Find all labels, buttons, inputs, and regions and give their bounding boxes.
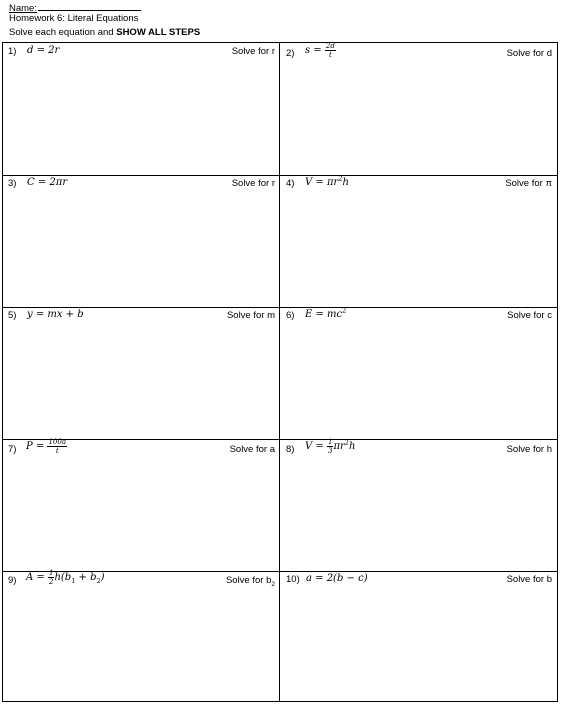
problem-2-number: 2)	[286, 48, 295, 59]
problem-8-equation	[305, 438, 355, 455]
problem-9-plus: + b	[75, 572, 97, 583]
problem-10-equation: a = 2(b − c)	[306, 573, 368, 584]
problem-4-solve-for: Solve for π	[505, 178, 552, 189]
problem-10-number: 10)	[286, 574, 300, 585]
problem-5-equation: y = mx + b	[27, 309, 84, 320]
instructions-text: Solve each equation and	[9, 27, 117, 38]
problem-4-equation	[305, 174, 349, 188]
problem-8-work-area[interactable]	[281, 460, 556, 570]
problem-3-solve-for: Solve for r	[231, 178, 275, 189]
problem-9-number: 9)	[8, 575, 17, 586]
problem-3-equation: C = 2πr	[27, 177, 68, 188]
fraction-denominator: t	[55, 447, 59, 455]
problem-6-number: 6)	[286, 310, 295, 321]
problem-2-equation	[305, 42, 336, 59]
problem-9-equation	[26, 569, 105, 586]
fraction-numerator: 1	[327, 438, 333, 446]
problem-9-solve-for	[226, 575, 275, 586]
instructions-emphasis: SHOW ALL STEPS	[116, 27, 201, 38]
worksheet-title: Homework 6: Literal Equations	[9, 13, 139, 24]
problem-3-work-area[interactable]	[3, 192, 279, 306]
subscript: 2	[96, 577, 101, 585]
problem-4-rhs: h	[342, 177, 349, 188]
problem-2-lhs: s =	[305, 45, 322, 56]
problem-7-lhs: P =	[26, 441, 45, 452]
fraction-numerator: 2d	[325, 42, 335, 50]
problem-8-lhs: V =	[305, 441, 324, 452]
problem-3-number: 3)	[8, 178, 17, 189]
problem-5-solve-for: Solve for m	[226, 310, 275, 321]
column-divider	[279, 42, 280, 702]
problem-9-lhs: A =	[26, 572, 45, 583]
name-label: Name:	[9, 3, 37, 14]
fraction-denominator: t	[328, 51, 332, 59]
problem-2-solve-for: Solve for d	[506, 48, 552, 59]
problem-4-number: 4)	[286, 178, 295, 189]
problem-10-work-area[interactable]	[281, 590, 556, 701]
fraction-numerator: 1	[48, 569, 54, 577]
problem-5-number: 5)	[8, 310, 17, 321]
fraction-denominator: 2	[48, 578, 54, 586]
problem-10-solve-for: Solve for b	[506, 574, 552, 585]
row-divider	[2, 307, 558, 308]
fraction-numerator: 100a	[48, 438, 67, 446]
problem-8-mid: πr	[333, 441, 345, 452]
problem-1-number: 1)	[8, 46, 17, 57]
problem-6-work-area[interactable]	[281, 324, 556, 438]
exponent: 2	[342, 306, 347, 315]
problem-8-solve-for: Solve for h	[506, 444, 552, 455]
instructions	[9, 27, 200, 39]
subscript: 1	[71, 577, 76, 585]
name-blank[interactable]	[38, 1, 141, 11]
problem-4-lhs: V = πr	[305, 177, 339, 188]
problem-4-work-area[interactable]	[281, 192, 556, 306]
problem-9-close: )	[100, 572, 105, 583]
problem-6-lhs: E = mc	[305, 309, 343, 320]
problem-9-mid: h(b	[54, 572, 72, 583]
subscript: 2	[271, 580, 275, 588]
problem-5-work-area[interactable]	[3, 324, 279, 438]
problem-7-fraction	[47, 438, 67, 455]
problem-8-rhs: h	[348, 441, 356, 452]
problem-1-solve-for: Solve for r	[231, 46, 275, 57]
row-divider	[2, 175, 558, 176]
problem-7-equation	[26, 438, 67, 455]
problem-6-equation	[305, 306, 347, 320]
problem-2-work-area[interactable]	[281, 62, 556, 174]
problem-1-equation: d = 2r	[27, 45, 60, 56]
exponent: 2	[344, 438, 349, 447]
problem-8-number: 8)	[286, 444, 295, 455]
problem-2-fraction	[325, 42, 336, 59]
row-divider	[2, 439, 558, 440]
problem-7-work-area[interactable]	[3, 460, 279, 570]
problem-7-number: 7)	[8, 444, 17, 455]
problem-1-work-area[interactable]	[3, 60, 279, 174]
exponent: 2	[338, 174, 343, 183]
fraction-denominator: 3	[327, 447, 333, 455]
problem-9-work-area[interactable]	[3, 592, 279, 701]
problem-7-solve-for: Solve for a	[229, 444, 275, 455]
problem-6-solve-for: Solve for c	[507, 310, 552, 321]
solve-for-text: Solve for b	[225, 575, 272, 586]
